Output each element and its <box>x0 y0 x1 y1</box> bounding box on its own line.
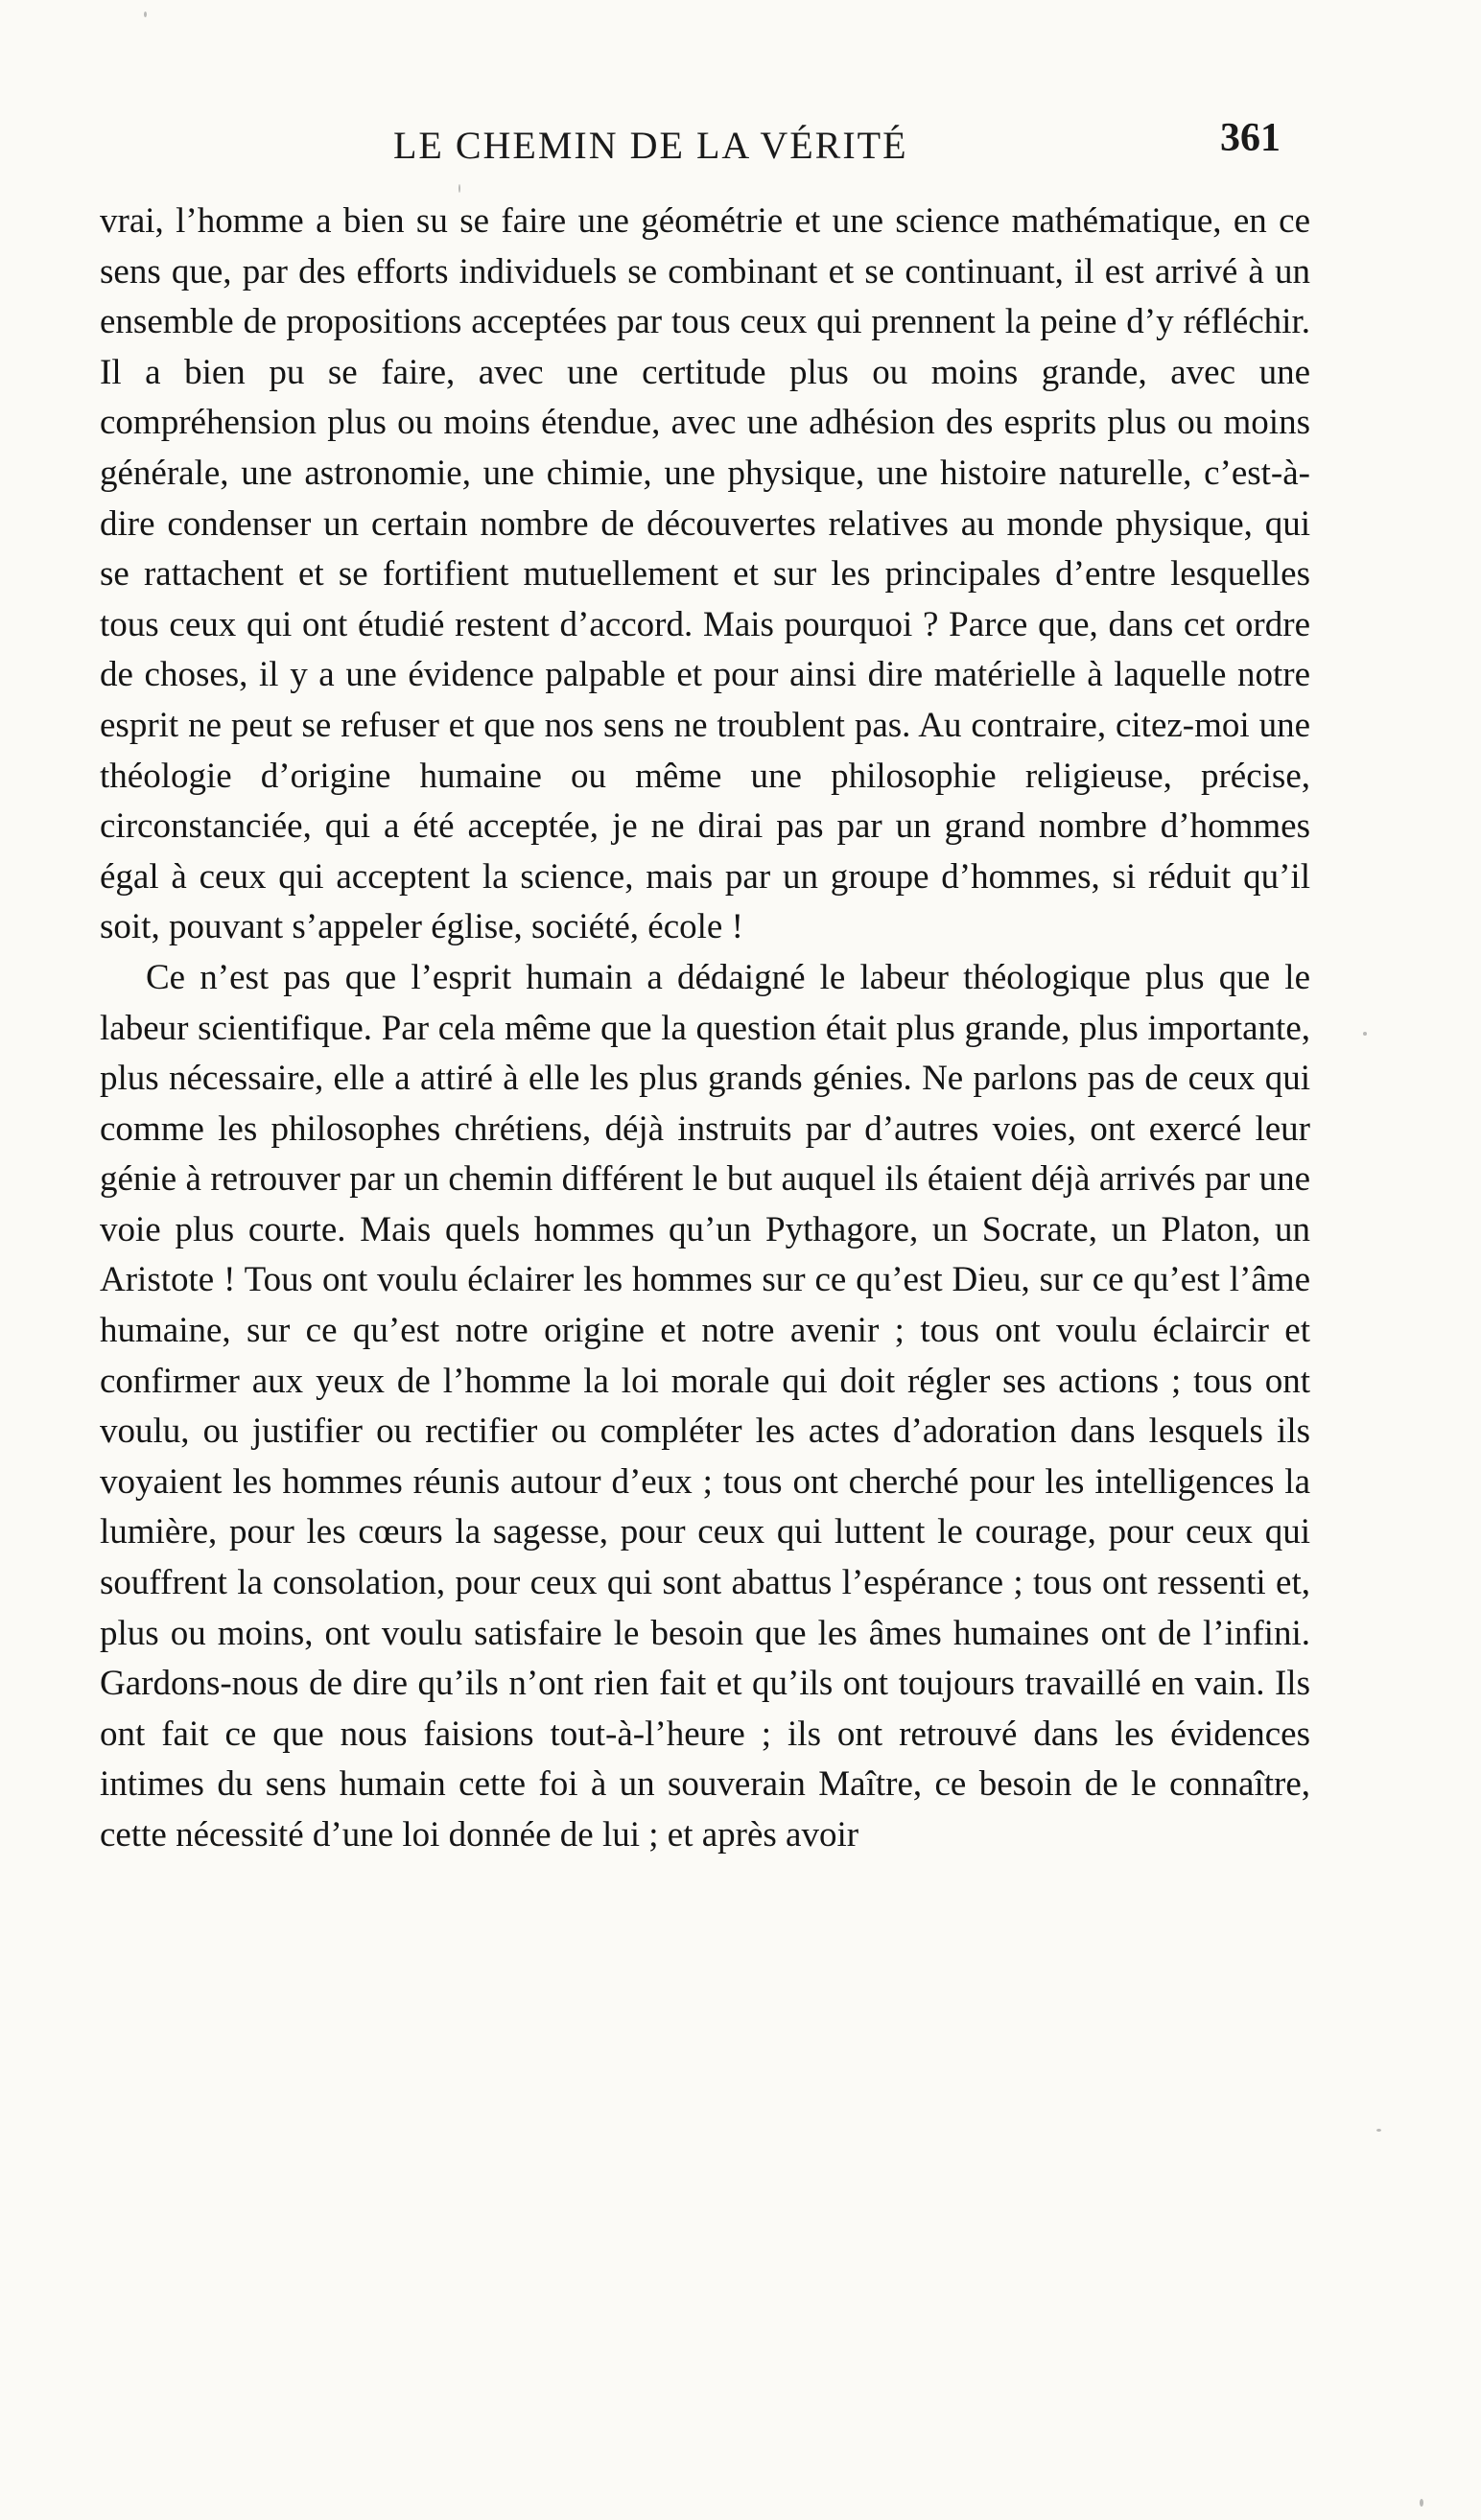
paper-speck <box>1420 2499 1423 2507</box>
paragraph-2: Ce n’est pas que l’esprit humain a dédaigné le labeur théologique plus que le labeur scientifique. Par cela même que la question était plus grande, plus importante, plus nécessaire, elle a attiré à elle les plus grands génies. Ne parlons pas de ceux qui comme les philosophes chrétiens, déjà instruits par d’autres voies, ont exercé leur génie à retrouver par un chemin différent le but auquel ils étaient déjà arrivés par une voie plus courte. Mais quels hommes qu’un Pythagore, un Socrate, un Platon, un Aristote ! Tous ont voulu éclairer les hommes sur ce qu’est Dieu, sur ce qu’est l’âme humaine, sur ce qu’est notre origine et notre avenir ; tous ont voulu éclaircir et confirmer aux yeux de l’homme la loi morale qui doit régler ses actions ; tous ont voulu, ou justifier ou rectifier ou compléter les actes d’adoration dans lesquels ils voyaient les hommes réunis autour d’eux ; tous ont cherché pour les intelligences la lumière, pour les cœurs la sagesse, pour ceux qui luttent le courage, pour ceux qui souffrent la consolation, pour ceux qui sont abattus l’espérance ; tous ont ressenti et, plus ou moins, ont voulu satisfaire le besoin que les âmes humaines ont de l’infini. Gardons-nous de dire qu’ils n’ont rien fait et qu’ils ont toujours travaillé en vain. Ils ont fait ce que nous faisions tout-à-l’heure ; ils ont retrouvé dans les évidences intimes du sens humain cette foi à un souverain Maître, ce besoin de le connaître, cette nécessité d’une loi donnée de lui ; et après avoir <box>100 957 1310 1855</box>
paper-speck <box>144 12 147 17</box>
running-title: LE CHEMIN DE LA VÉRITÉ <box>393 124 908 167</box>
body-text <box>100 197 1310 1861</box>
paper-speck <box>1363 1032 1367 1036</box>
paper-speck <box>458 184 460 193</box>
paper-speck <box>1376 2129 1381 2132</box>
page-number: 361 <box>1220 116 1281 160</box>
paragraph-1: vrai, l’homme a bien su se faire une géométrie et une science mathématique, en ce sens que, par des efforts individuels se combinant et se continuant, il est arrivé à un ensemble de propositions acceptées par tous ceux qui prennent la peine d’y réfléchir. Il a bien pu se faire, avec une certitude plus ou moins grande, avec une compréhension plus ou moins étendue, avec une adhésion des esprits plus ou moins générale, une astronomie, une chimie, une physique, une histoire naturelle, c’est-à-dire condenser un certain nombre de découvertes relatives au monde physique, qui se rattachent et se fortifient mutuellement et sur les principales d’entre lesquelles tous ceux qui ont étudié restent d’accord. Mais pourquoi ? Parce que, dans cet ordre de choses, il y a une évidence palpable et pour ainsi dire matérielle à laquelle notre esprit ne peut se refuser et que nos sens ne troublent pas. Au contraire, citez-moi une théologie d’origine humaine ou même une philosophie religieuse, précise, circonstanciée, qui a été acceptée, je ne dirai pas par un grand nombre d’hommes égal à ceux qui acceptent la science, mais par un groupe d’hommes, si réduit qu’il soit, pouvant s’appeler église, société, école ! <box>100 201 1310 947</box>
